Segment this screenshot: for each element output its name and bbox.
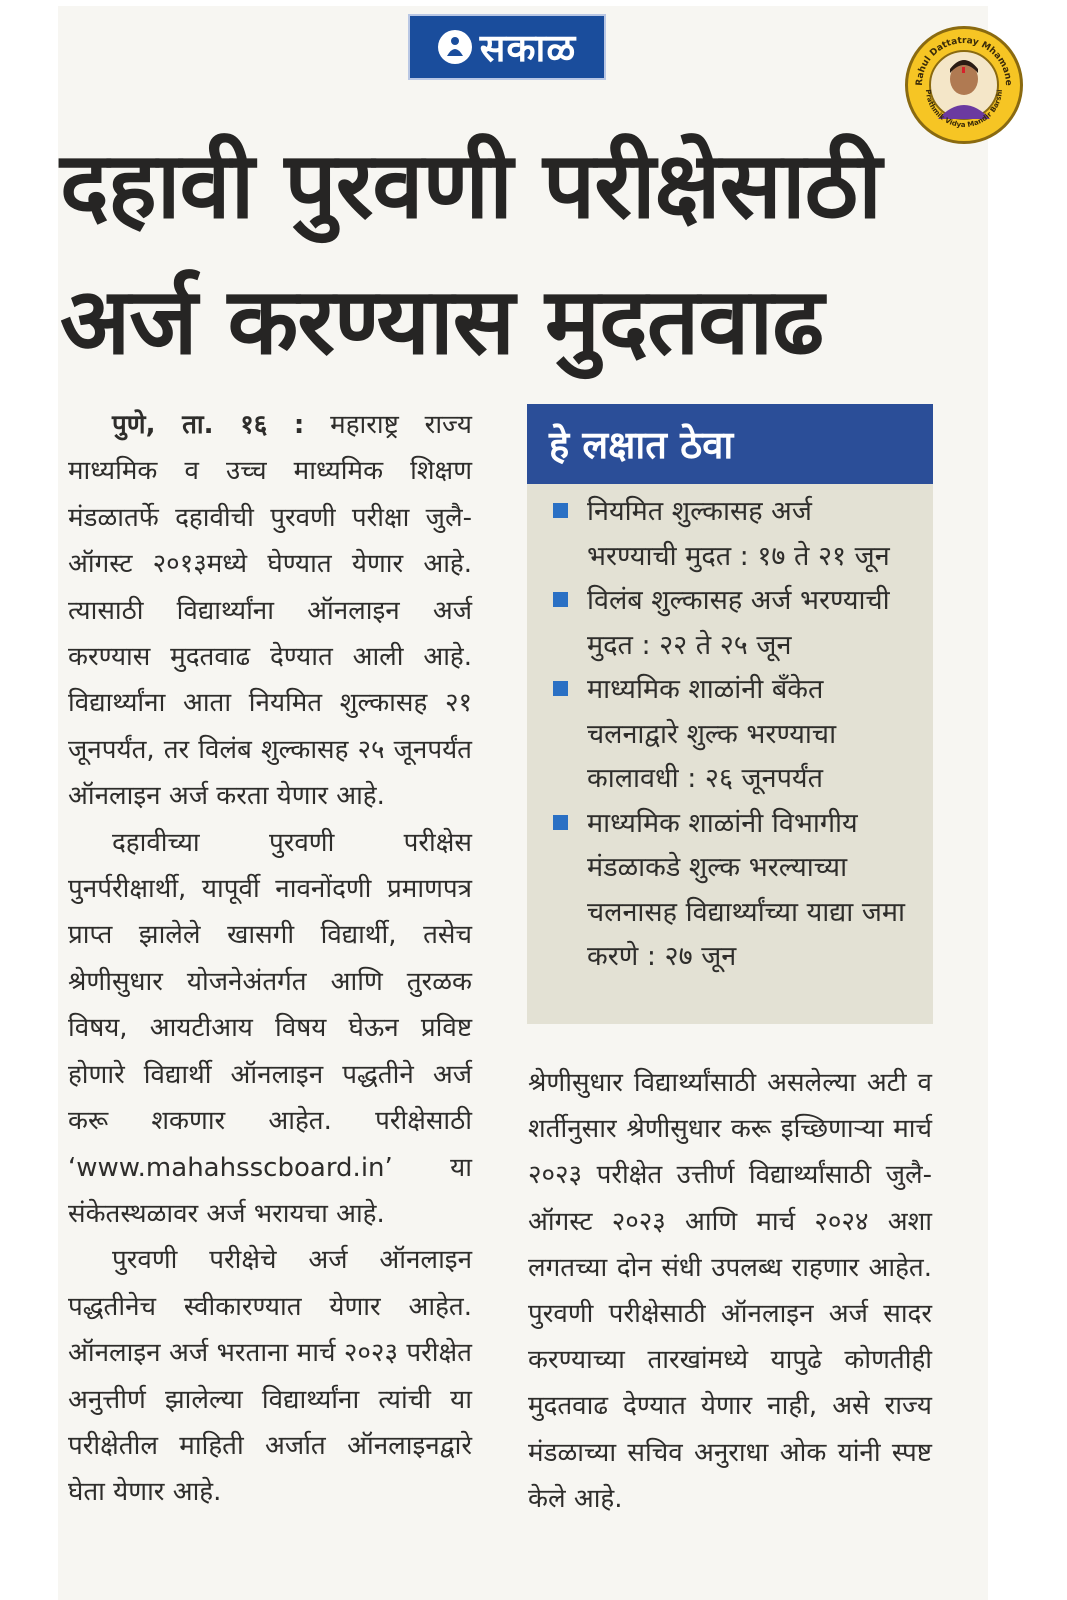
list-item-text: विलंब शुल्कासह अर्ज भरण्याची मुदत : २२ ते २५ जून	[587, 585, 890, 661]
info-box-list	[527, 484, 933, 980]
list-item-text: माध्यमिक शाळांनी बँकेत चलनाद्वारे शुल्क भरण्याचा कालावधी : २६ जूनपर्यंत	[587, 674, 837, 794]
masthead-name: सकाळ	[479, 26, 577, 70]
badge-bottom-text: Prathmik Vidya Mandir Barshi	[923, 89, 1005, 130]
badge-top-text: Rahul Dattatray Mhamane	[914, 35, 1014, 87]
list-item	[547, 579, 907, 668]
paragraph-text: महाराष्ट्र राज्य माध्यमिक व उच्च माध्यमिक शिक्षण मंडळातर्फे दहावीची पुरवणी परीक्षा जुलै-ऑगस्ट २०१३मध्ये घेण्यात येणार आहे. त्यासाठी विद्यार्थ्यांना ऑनलाइन अर्ज करण्यास मुदतवाढ देण्यात आली आहे. विद्यार्थ्यांना आता नियमित शुल्कासह २१ जूनपर्यंत, तर विलंब शुल्कासह २५ जूनपर्यंत ऑनलाइन अर्ज करता येणार आहे.	[68, 410, 473, 812]
headline-line-1: दहावी पुरवणी परीक्षेसाठी	[60, 132, 881, 239]
headline	[60, 118, 940, 390]
headline-line-2: अर्ज करण्यास मुदतवाढ	[60, 268, 824, 375]
masthead-logo	[408, 14, 606, 80]
article-paragraph: पुरवणी परीक्षेचे अर्ज ऑनलाइन पद्धतीनेच स्वीकारण्यात येणार आहेत. ऑनलाइन अर्ज भरताना मार्च २०२३ परीक्षेत अनुत्तीर्ण झालेल्या विद्यार्थ्यांना त्यांची या परीक्षेतील माहिती अर्जात ऑनलाइनद्वारे घेता येणार आहे.	[68, 1245, 472, 1508]
article-body-left	[68, 402, 472, 1516]
list-item	[547, 802, 907, 980]
bullet-square-icon	[553, 592, 568, 607]
list-item-text: माध्यमिक शाळांनी विभागीय मंडळाकडे शुल्क भरल्याच्या चलनासह विद्यार्थ्यांच्या याद्या जमा करणे : २७ जून	[587, 807, 906, 972]
article-paragraph: दहावीच्या पुरवणी परीक्षेस पुनर्परीक्षार्थी, यापूर्वी नावनोंदणी प्रमाणपत्र प्राप्त झालेले खासगी विद्यार्थी, तसेच श्रेणीसुधार योजनेअंतर्गत आणि तुरळक विषय, आयटीआय विषय घेऊन प्रविष्ट होणारे विद्यार्थी ऑनलाइन पद्धतीने अर्ज करू शकणार आहेत. परीक्षेसाठी ‘www.mahahsscboard.in’ या संकेतस्थळावर अर्ज भरायचा आहे.	[68, 827, 472, 1229]
bullet-square-icon	[553, 815, 568, 830]
article-body-right	[528, 1060, 932, 1522]
list-item-text: नियमित शुल्कासह अर्ज भरण्याची मुदत : १७ ते २१ जून	[587, 496, 890, 572]
sakal-emblem-icon	[438, 30, 472, 64]
article-paragraph	[68, 402, 472, 820]
info-box-title: हे लक्षात ठेवा	[527, 404, 933, 484]
bullet-square-icon	[553, 681, 568, 696]
info-box	[527, 404, 933, 1024]
dateline: पुणे, ता. १६ :	[112, 410, 305, 440]
list-item	[547, 490, 907, 579]
article-paragraph: श्रेणीसुधार विद्यार्थ्यांसाठी असलेल्या अटी व शर्तीनुसार श्रेणीसुधार करू इच्छिणाऱ्या मार्च २०२३ परीक्षेत उत्तीर्ण विद्यार्थ्यांसाठी जुलै-ऑगस्ट २०२३ आणि मार्च २०२४ अशा लगतच्या दोन संधी उपलब्ध राहणार आहेत. पुरवणी परीक्षेसाठी ऑनलाइन अर्ज सादर करण्याच्या तारखांमध्ये यापुढे कोणतीही मुदतवाढ देण्यात येणार नाही, असे राज्य मंडळाच्या सचिव अनुराधा ओक यांनी स्पष्ट केले आहे.	[528, 1068, 932, 1514]
list-item	[547, 668, 907, 802]
bullet-square-icon	[553, 503, 568, 518]
